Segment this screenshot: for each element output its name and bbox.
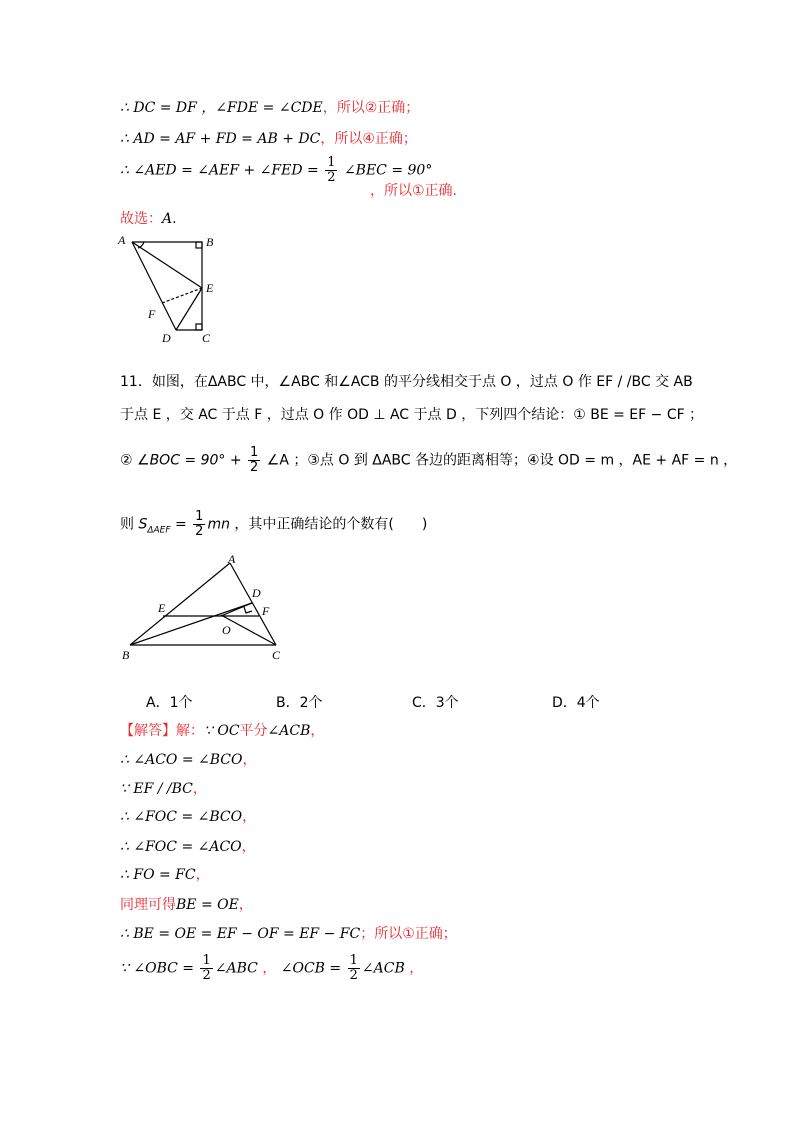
solution-step-2: ∵ EF / /BC， (120, 781, 207, 797)
proof-line-2 (120, 128, 417, 148)
q11-line-4: 则 $S_{\Delta AEF}$ = $\frac{1}{2}$ mn ，其中正确结论的个数有( ) (120, 509, 428, 539)
solution-step-8: ∵ ∠OBC = $\frac{1}{2}$ ∠ABC ， ∠OCB = $\frac{1}{2}$ ∠ACB ， (120, 953, 424, 983)
fraction: $\frac{1}{2}$ (250, 445, 259, 475)
math: ∠BEC = 90° (343, 162, 433, 179)
solution-step-7: ∴ BE = OE = EF − OF = EF − FC；所以①正确； (120, 926, 457, 942)
label-C: C (272, 648, 281, 662)
solution-step-6: 同理可得BE = OE， (120, 897, 253, 913)
q11-line-1: 11．如图，在ΔABC 中，∠ABC 和∠ACB 的平分线相交于点 O ，过点 O 作 EF / /BC 交 AB (120, 374, 693, 390)
option-c[interactable]: C．3个 (412, 695, 459, 711)
fraction: $\frac{1}{2}$ (327, 155, 336, 185)
note: ，所以②正确； (322, 100, 420, 116)
option-a[interactable]: A．1个 (146, 695, 193, 711)
label-A: A (118, 233, 126, 247)
label-F: F (148, 307, 156, 321)
math: ∴ DC = DF ，∠FDE = ∠CDE (120, 100, 323, 116)
answer-end: . (172, 211, 177, 227)
q11-line-2: 于点 E ，交 AC 于点 F ，过点 O 作 OD ⊥ AC 于点 D ，下列四个结论：① BE = EF − CF ； (120, 407, 704, 423)
solution-step-4: ∴ ∠FOC = ∠ACO， (120, 839, 256, 855)
fraction: $\frac{1}{2}$ (202, 953, 211, 983)
proof-line-3-note: ，所以①正确. (370, 183, 458, 199)
label-B: B (206, 235, 214, 249)
solution-step-5: ∴ FO = FC， (120, 867, 210, 883)
label-B: B (122, 648, 130, 662)
q11-line-3: ② ∠BOC = 90° + $\frac{1}{2}$ ∠A ；③点 O 到 ΔABC 各边的距离相等；④设 OD = m ，AE + AF = n ， (120, 445, 738, 475)
fraction: $\frac{1}{2}$ (349, 953, 358, 983)
option-d[interactable]: D．4个 (552, 695, 600, 711)
option-b[interactable]: B．2个 (276, 695, 323, 711)
label-E: E (206, 281, 214, 295)
answer-label: 故选： (120, 211, 162, 227)
figure-triangle (118, 555, 298, 667)
label-C: C (202, 331, 211, 345)
figure-trapezoid (110, 228, 220, 348)
label-E: E (158, 601, 166, 615)
label-A: A (228, 555, 236, 566)
answer-value: A (162, 211, 173, 227)
label-O: O (222, 623, 231, 637)
solution-step-1: ∴ ∠ACO = ∠BCO， (120, 752, 257, 768)
note: ，所以④正确； (320, 131, 417, 147)
fraction: $\frac{1}{2}$ (195, 509, 204, 539)
solution-step-3: ∴ ∠FOC = ∠BCO， (120, 809, 257, 825)
answer-line (120, 208, 177, 228)
label-D: D (162, 331, 171, 345)
math: ∴ AD = AF + FD = AB + DC (120, 131, 321, 147)
solution-head: 【解答】解：∵ OC平分∠ACB， (120, 723, 325, 739)
label-D: D (252, 586, 261, 600)
label-F: F (262, 604, 270, 618)
proof-line-1 (120, 97, 419, 117)
math: ∴ ∠AED = ∠AEF + ∠FED = (120, 162, 319, 179)
